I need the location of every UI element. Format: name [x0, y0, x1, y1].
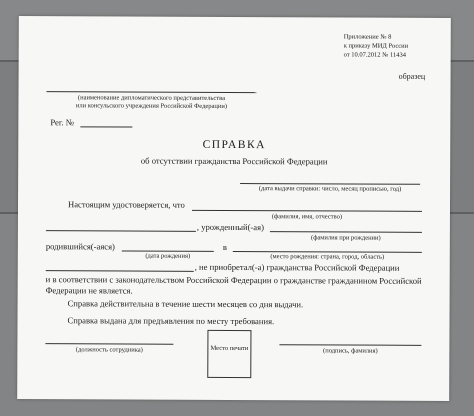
stamp-caption: Место печати — [210, 344, 249, 353]
document-title: СПРАВКА — [202, 138, 266, 152]
birth-date-caption: (дата рождения) — [145, 252, 191, 260]
in-label: в — [222, 241, 227, 252]
document-subtitle: об отсутствии гражданства Российской Федерации — [140, 155, 328, 167]
institution-caption-2: или консульского учреждения Российской Федерации) — [75, 102, 228, 110]
appendix-line-3: от 10.07.2012 № 11434 — [343, 51, 407, 59]
sample-label: образец — [398, 71, 426, 81]
birth-place-continuation-line — [46, 270, 194, 272]
appendix-line-2: к приказу МИД России — [343, 42, 409, 50]
signature-caption: (подпись, фамилия) — [323, 347, 378, 355]
registration-label: Рег. № — [50, 117, 74, 128]
name-at-birth-caption: (фамилия при рождении) — [311, 234, 381, 242]
name-continuation-line — [46, 230, 196, 232]
not-acquired-text: , не приобретал(-а) гражданства Российской Федерации — [194, 261, 400, 273]
purpose-text: Справка выдана для предъявления по месту требования. — [67, 315, 275, 327]
born-label: родившийся(-аяся) — [45, 241, 115, 252]
law-paragraph: и в соответствии с законодательством Российской Федерации о гражданстве гражданином Российской Федерации не является. — [45, 274, 422, 296]
position-line — [45, 343, 173, 345]
certificate-sheet — [17, 16, 451, 401]
validity-text: Справка действительна в течение шести месяцев со дня выдачи. — [67, 298, 304, 310]
stamp-box — [207, 330, 251, 378]
signature-line — [279, 344, 421, 346]
institution-line — [47, 91, 257, 93]
registration-line — [80, 126, 132, 127]
name-at-birth-line — [270, 231, 422, 233]
born-as-text: , урожденный(-ая) — [196, 221, 264, 233]
issue-date-caption: (дата выдачи справки: число, месяц прописью, год) — [258, 185, 402, 193]
full-name-line — [192, 210, 422, 212]
appendix-line-1: Приложение № 8 — [343, 33, 392, 41]
certify-text: Настоящим удостоверяется, что — [67, 199, 185, 210]
full-name-caption: (фамилия, имя, отчество) — [271, 213, 343, 221]
institution-caption-1: (наименование дипломатического представительства — [77, 94, 226, 102]
position-caption: (должность сотрудника) — [75, 346, 143, 354]
birth-place-caption: (место рождения: страна, город, область) — [270, 253, 385, 261]
